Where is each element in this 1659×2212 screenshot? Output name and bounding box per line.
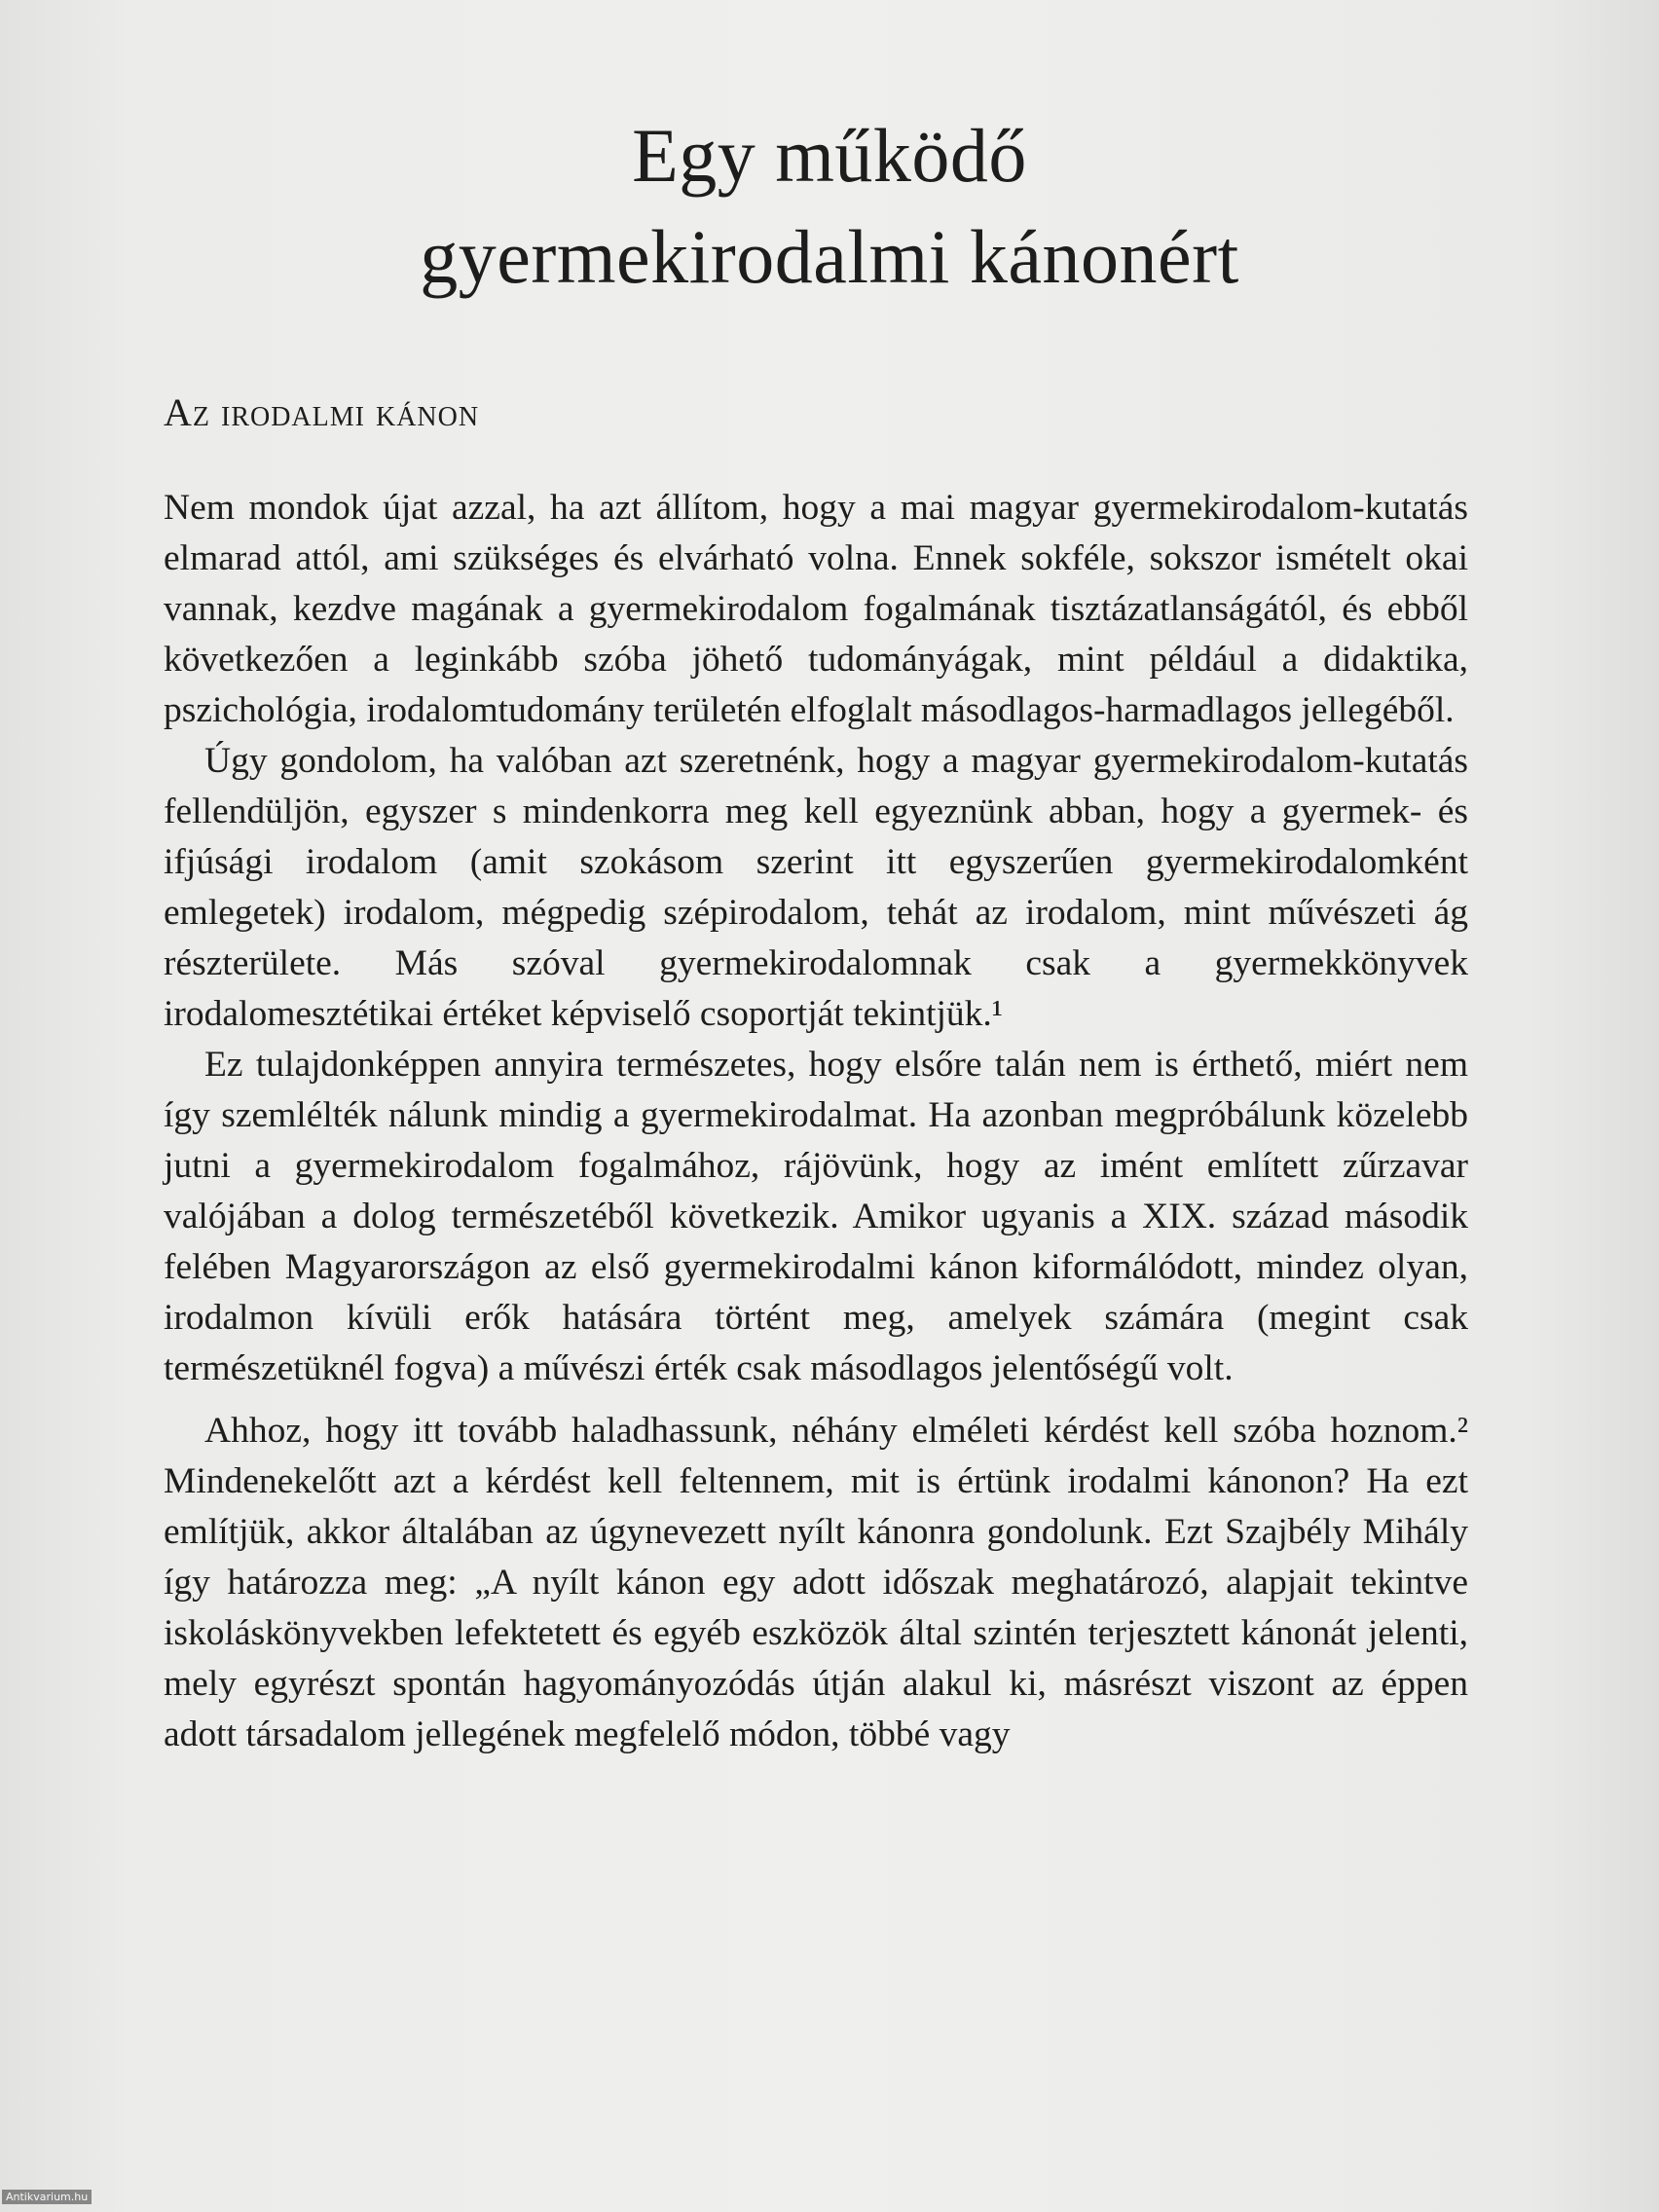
paragraph-2: Úgy gondolom, ha valóban azt szeretnénk, hogy a magyar gyermekirodalom-kutatás fellendüljön, egyszer s mindenkorra meg kell egyeznünk abban, hogy a gyermek- és ifjúsági irodalom (amit szokásom szerint itt egyszerűen gyermekirodalomként emlegetek) irodalom, mégpedig szépirodalom, tehát az irodalom, mint művészeti ág részterülete. Más szóval gyermekirodalomnak csak a gyermekkönyvek irodalomesztétikai értéket képviselő csoportját tekintjük.¹ [164, 741, 1468, 1034]
paragraph-3: Ez tulajdonképpen annyira természetes, hogy elsőre talán nem is érthető, miért nem így szemlélték nálunk mindig a gyermekirodalmat. Ha azonban megpróbálunk közelebb jutni a gyermekirodalom fogalmához, rájövünk, hogy az imént említett zűrzavar valójában a dolog természetéből következik. Amikor ugyanis a XIX. század második felében Magyarországon az első gyermekirodalmi kánon kiformálódott, mindez olyan, irodalmon kívüli erők hatására történt meg, amelyek számára (megint csak természetüknél fogva) a művészi érték csak másodlagos jelentőségű volt. [164, 1045, 1468, 1388]
section-heading: Az irodalmi kánon [164, 390, 480, 434]
chapter-title [0, 105, 1659, 308]
body-text [164, 483, 1468, 1760]
chapter-title-line-2: gyermekirodalmi kánonért [420, 214, 1239, 299]
paragraph-1: Nem mondok újat azzal, ha azt állítom, hogy a mai magyar gyermekirodalom-kutatás elmarad attól, ami szükséges és elvárható volna. Ennek sokféle, sokszor ismételt okai vannak, kezdve magának a gyermekirodalom fogalmának tisztázatlanságától, és ebből következően a leginkább szóba jöhető tudományágak, mint például a didaktika, pszichológia, irodalomtudomány területén elfoglalt másodlagos-harmadlagos jellegéből. [164, 488, 1468, 730]
watermark: Antikvarium.hu [2, 2190, 92, 2204]
paragraph-4: Ahhoz, hogy itt tovább haladhassunk, néhány elméleti kérdést kell szóba hoznom.² Mindenekelőtt azt a kérdést kell feltennem, mit is értünk irodalmi kánonon? Ha ezt említjük, akkor általában az úgynevezett nyílt kánonra gondolunk. Ezt Szajbély Mihály így határozza meg: „A nyílt kánon egy adott időszak meghatározó, alapjait tekintve iskoláskönyvekben lefektetett és egyéb eszközök által szintén terjesztett kánonát jelenti, mely egyrészt spontán hagyományozódás útján alakul ki, másrészt viszont az éppen adott társadalom jellegének megfelelő módon, többé vagy [164, 1411, 1468, 1754]
chapter-title-line-1: Egy működő [632, 113, 1027, 198]
